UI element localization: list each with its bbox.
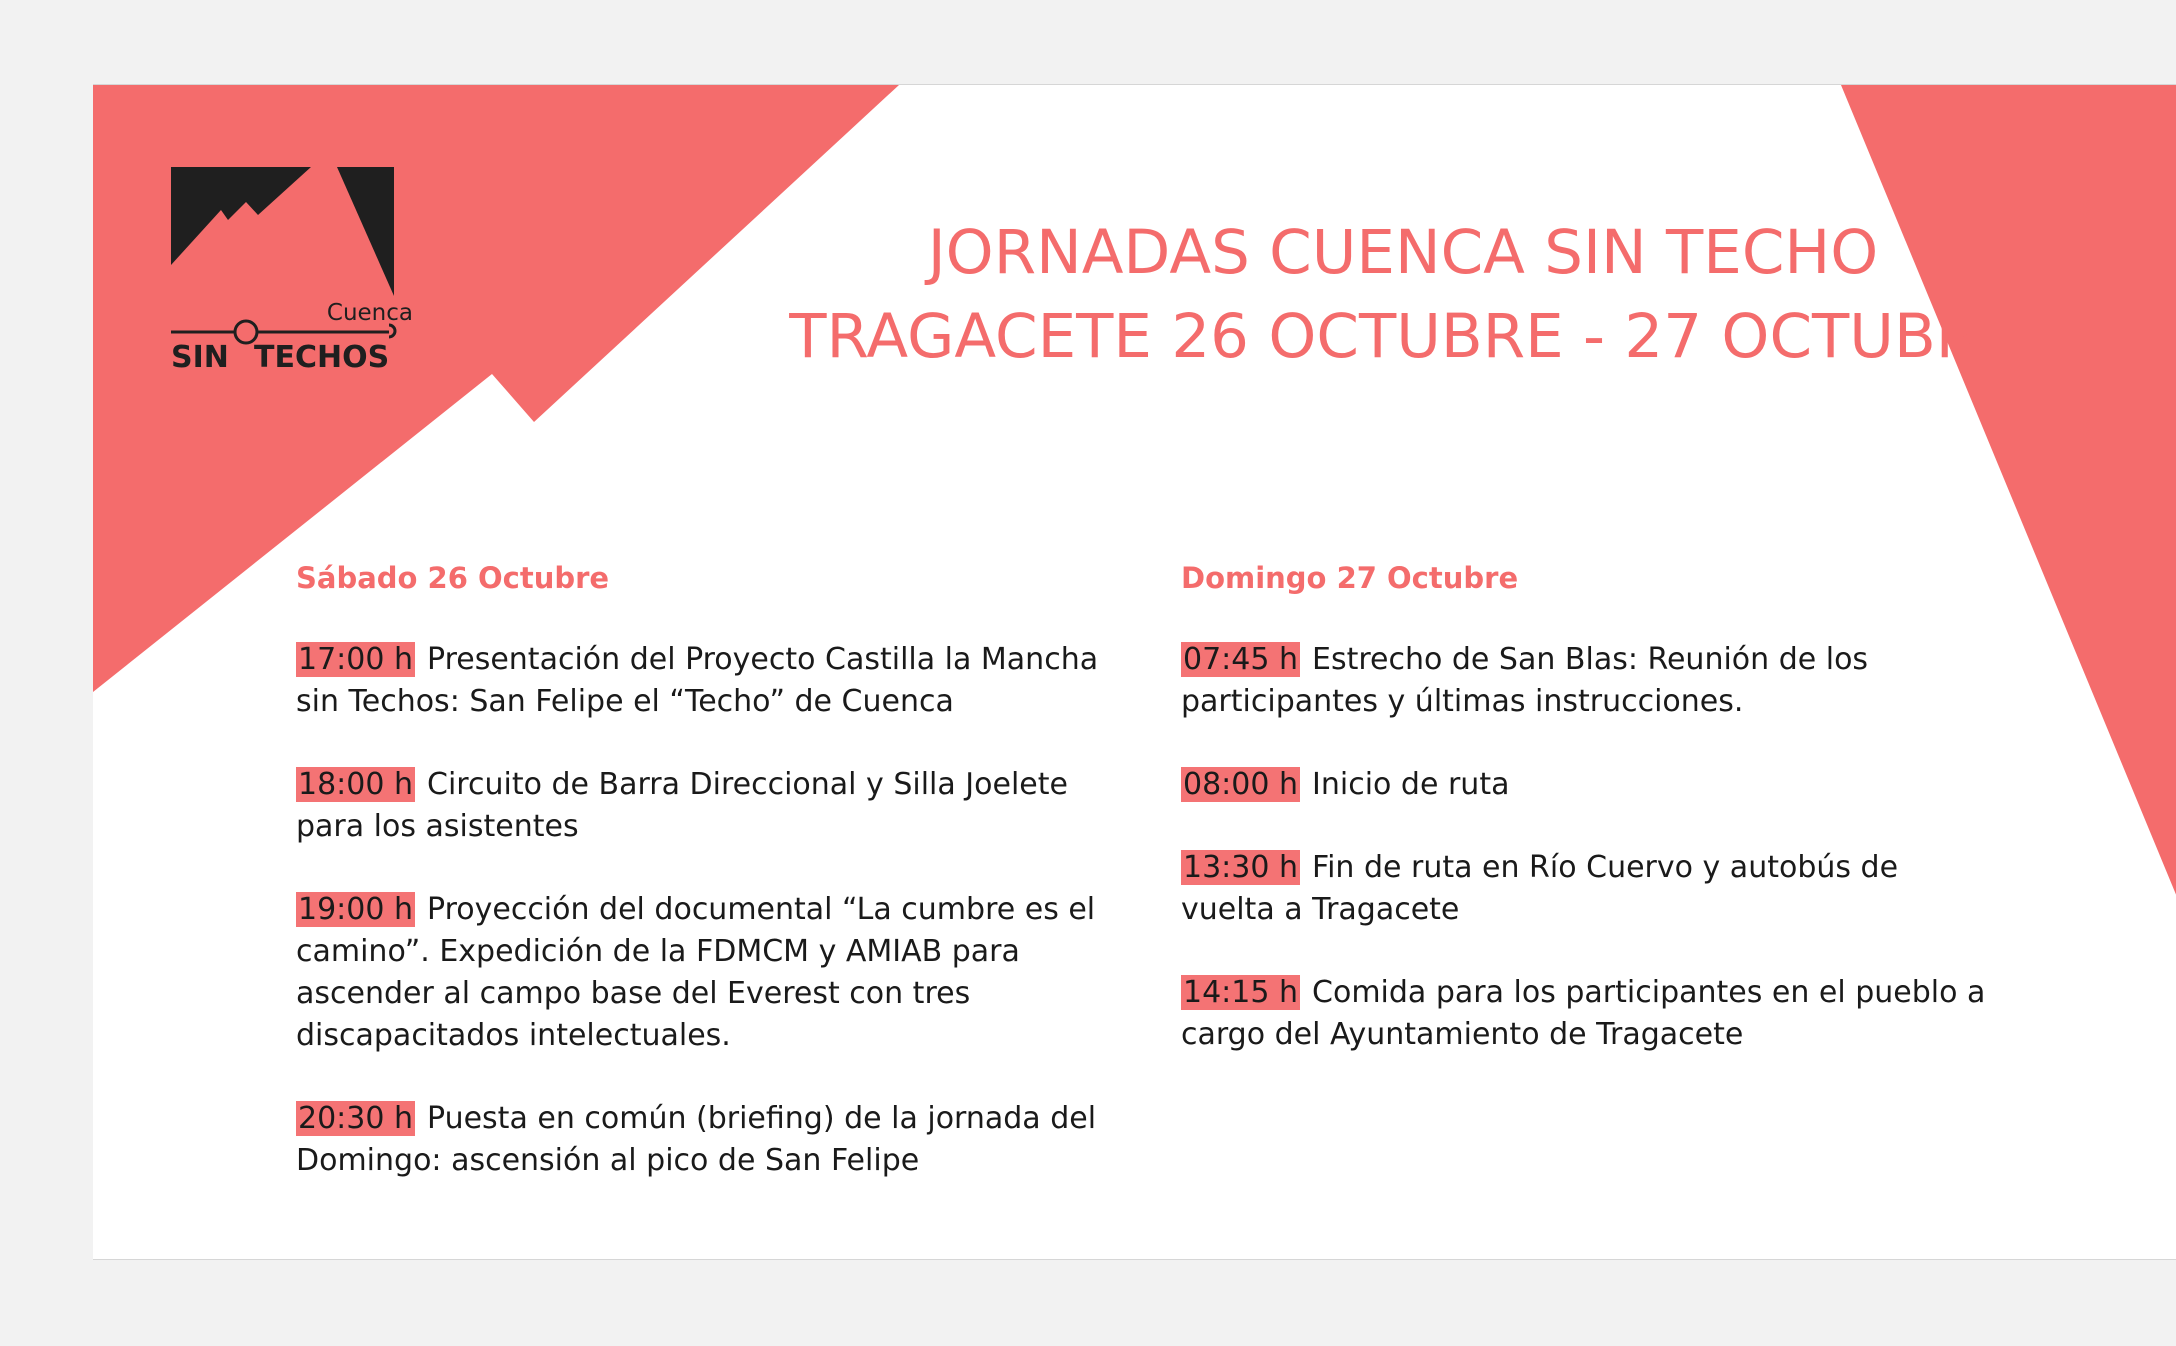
title-line-1: JORNADAS CUENCA SIN TECHO	[927, 217, 1879, 288]
time-badge: 19:00 h	[298, 892, 414, 927]
logo-text-sin: SIN	[171, 340, 229, 375]
title-line-2: TRAGACETE 26 OCTUBRE - 27 OCTUBRE	[789, 301, 2017, 372]
time-badge: 17:00 h	[298, 642, 414, 677]
sunday-column	[1181, 557, 2001, 1097]
logo-text-cuenca: Cuenca	[326, 300, 413, 326]
schedule-item	[296, 889, 1106, 1057]
slide	[93, 84, 2176, 1260]
time-badge: 18:00 h	[298, 767, 414, 802]
event-text: Proyección del documental “La cumbre es el camino”. Expedición de la FDMCM y AMIAB para ascender al campo base del Everest con tres discapacitados intelectuales.	[296, 892, 1096, 1053]
time-badge: 07:45 h	[1183, 642, 1299, 677]
logo-text-techos: TECHOS	[254, 340, 390, 375]
schedule-item	[1181, 639, 2001, 723]
time-badge: 14:15 h	[1183, 975, 1299, 1010]
schedule-item	[296, 639, 1106, 723]
page-title	[653, 211, 2153, 379]
schedule-item	[296, 1098, 1106, 1182]
saturday-heading: Sábado 26 Octubre	[296, 561, 610, 595]
time-badge: 08:00 h	[1183, 767, 1299, 802]
saturday-column	[296, 557, 1106, 1223]
event-text: Circuito de Barra Direccional y Silla Joelete para los asistentes	[296, 767, 1068, 844]
schedule-item	[1181, 847, 2001, 931]
schedule-item	[1181, 764, 2001, 806]
sunday-heading: Domingo 27 Octubre	[1181, 561, 1519, 595]
event-text: Presentación del Proyecto Castilla la Mancha sin Techos: San Felipe el “Techo” de Cuenca	[296, 642, 1099, 719]
event-text: Fin de ruta en Río Cuervo y autobús de vuelta a Tragacete	[1181, 850, 1899, 927]
event-text: Puesta en común (briefing) de la jornada del Domingo: ascensión al pico de San Felipe	[296, 1101, 1097, 1178]
event-text: Inicio de ruta	[1312, 767, 1510, 802]
event-text: Comida para los participantes en el pueblo a cargo del Ayuntamiento de Tragacete	[1181, 975, 1986, 1052]
event-text: Estrecho de San Blas: Reunión de los participantes y últimas instrucciones.	[1181, 642, 1869, 719]
logo	[171, 167, 431, 387]
schedule-item	[296, 764, 1106, 848]
time-badge: 20:30 h	[298, 1101, 414, 1136]
schedule-item	[1181, 972, 2001, 1056]
logo-mountain-icon	[171, 167, 431, 387]
time-badge: 13:30 h	[1183, 850, 1299, 885]
